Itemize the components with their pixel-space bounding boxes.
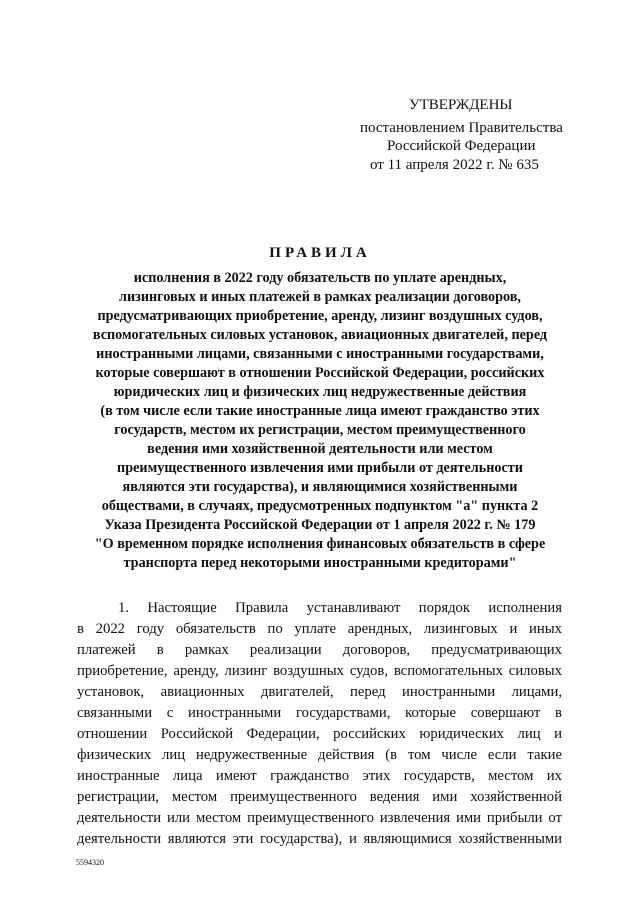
approval-line: постановлением Правительства	[360, 120, 563, 136]
subtitle-line: исполнения в 2022 году обязательств по уплате арендных,	[133, 270, 507, 286]
subtitle-line: предусматривающих приобретение, аренду, лизинг воздушных судов,	[97, 308, 543, 324]
paragraph-line: связанными с иностранными государствами, которые совершают в	[77, 705, 562, 721]
approval-heading: УТВЕРЖДЕНЫ	[409, 97, 513, 113]
paragraph-line: 1. Настоящие Правила устанавливают порядок исполнения	[118, 600, 562, 616]
subtitle-line: (в том числе если такие иностранные лица имеют гражданство этих	[100, 403, 540, 419]
subtitle-line: которые совершают в отношении Российской Федерации, российских	[95, 365, 545, 381]
document-code: 5594320	[76, 858, 104, 867]
paragraph-line: установок, авиационных двигателей, перед иностранными лицами,	[77, 684, 562, 700]
subtitle-line: государств, местом их регистрации, местом преимущественного	[114, 422, 526, 438]
paragraph-line: деятельности являются эти государства), и являющимися хозяйственными	[77, 831, 562, 847]
subtitle-line: лизинговых и иных платежей в рамках реализации договоров,	[119, 289, 521, 305]
paragraph-line: в 2022 году обязательств по уплате арендных, лизинговых и иных	[77, 621, 562, 637]
paragraph-line: регистрации, местом преимущественного ведения ими хозяйственной	[77, 789, 562, 805]
subtitle-line: преимущественного извлечения ими прибыли от деятельности	[117, 460, 523, 476]
paragraph-line: деятельности или местом преимущественного извлечения ими прибыли от	[77, 810, 562, 826]
paragraph-line: физических лиц недружественные действия (в том числе если такие	[77, 747, 562, 763]
subtitle-line: Указа Президента Российской Федерации от 1 апреля 2022 г. № 179	[104, 517, 536, 533]
approval-date-number: от 11 апреля 2022 г. № 635	[370, 157, 539, 173]
paragraph-line: иностранные лица имеют гражданство этих государств, местом их	[77, 768, 562, 784]
subtitle-line: "О временном порядке исполнения финансовых обязательств в сфере	[94, 536, 546, 552]
approval-line: Российской Федерации	[387, 138, 536, 154]
subtitle-line: обществами, в случаях, предусмотренных подпунктом "а" пункта 2	[101, 498, 539, 514]
paragraph-line: приобретение, аренду, лизинг воздушных судов, вспомогательных силовых	[77, 663, 562, 679]
document-title: ПРАВИЛА	[269, 245, 371, 261]
subtitle-line: вспомогательных силовых установок, авиационных двигателей, перед	[92, 327, 548, 343]
subtitle-line: юридических лиц и физических лиц недружественные действия	[113, 384, 527, 400]
subtitle-line: иностранными лицами, связанными с иностранными государствами,	[96, 346, 544, 362]
subtitle-line: ведения ими хозяйственной деятельности или местом	[147, 441, 493, 457]
subtitle-line: являются эти государства), и являющимися хозяйственными	[122, 479, 518, 495]
paragraph-line: платежей в рамках реализации договоров, предусматривающих	[77, 642, 562, 658]
subtitle-line: транспорта перед некоторыми иностранными кредиторами"	[123, 555, 517, 571]
paragraph-line: отношении Российской Федерации, российских юридических лиц и	[77, 726, 562, 742]
